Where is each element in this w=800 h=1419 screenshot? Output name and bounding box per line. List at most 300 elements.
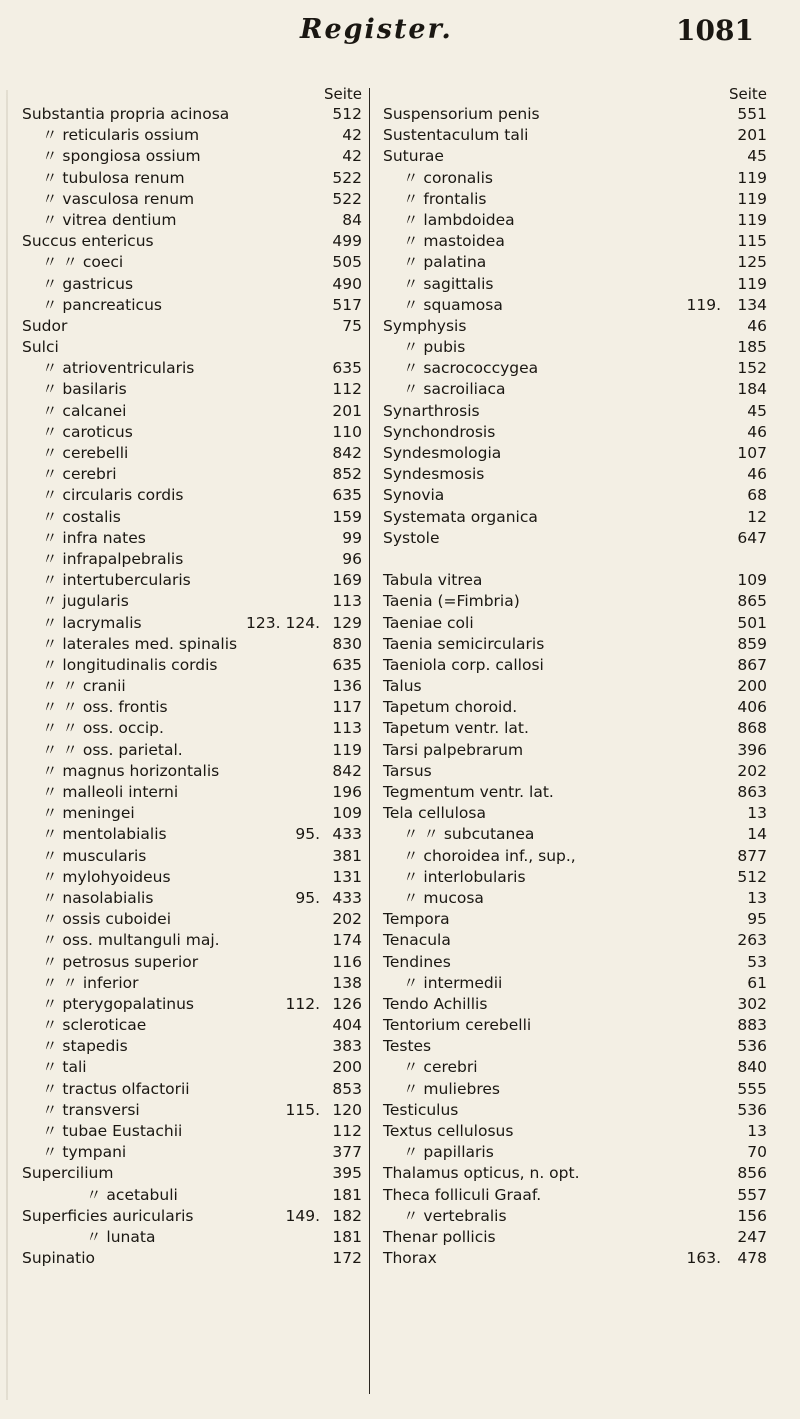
entry-page-number: 536 xyxy=(737,1037,767,1056)
entry-page-number: 12 xyxy=(747,507,767,526)
index-entry xyxy=(22,676,362,697)
index-entry xyxy=(22,125,362,146)
entry-term: Substantia propria acinosa xyxy=(22,105,230,123)
entry-page-number: 859 xyxy=(737,634,767,653)
entry-page-number: 75 xyxy=(342,316,362,335)
entry-term: Syndesmosis xyxy=(383,465,485,484)
entry-extra-pages: 95. xyxy=(295,888,320,907)
entry-term: Systole xyxy=(383,528,440,547)
entry-page-number: 635 xyxy=(332,359,362,378)
entry-page-number: 53 xyxy=(747,952,767,971)
entry-term: 〃 〃 cranii xyxy=(42,677,126,696)
entry-page-number: 512 xyxy=(332,105,362,123)
index-entry xyxy=(22,358,362,379)
entry-term: 〃 laterales med. spinalis xyxy=(42,634,238,653)
entry-page-number: 120 xyxy=(332,1100,362,1119)
entry-term: Tenacula xyxy=(383,931,451,950)
index-entry xyxy=(22,528,362,549)
index-entry xyxy=(383,761,767,782)
entry-term: 〃 infrapalpebralis xyxy=(42,549,184,568)
entry-term: 〃 〃 subcutanea xyxy=(403,825,535,844)
entry-term: Tapetum ventr. lat. xyxy=(383,719,529,738)
entry-page-number: 107 xyxy=(737,444,767,462)
index-entry xyxy=(22,973,362,994)
entry-page-number: 185 xyxy=(737,338,767,357)
entry-term: Sulci xyxy=(22,338,59,357)
entry-page-number: 196 xyxy=(332,783,362,801)
entry-page-number: 109 xyxy=(737,571,767,590)
entry-extra-pages: 149. xyxy=(285,1206,320,1225)
entry-page-number: 182 xyxy=(332,1206,362,1225)
entry-page-number: 68 xyxy=(747,486,767,505)
index-entries-right xyxy=(383,104,767,1269)
index-entry xyxy=(22,655,362,676)
index-entry xyxy=(383,634,767,655)
entry-extra-pages: 123. 124. xyxy=(246,613,320,632)
entry-term: Testiculus xyxy=(383,1100,459,1119)
index-entry xyxy=(383,379,767,400)
index-entry xyxy=(383,888,767,909)
entry-term: Tempora xyxy=(383,910,450,929)
index-entry xyxy=(22,1079,362,1100)
index-entry xyxy=(383,655,767,676)
entry-term: 〃 spongiosa ossium xyxy=(42,147,201,166)
entry-term: 〃 vitrea dentium xyxy=(42,210,177,229)
index-entry xyxy=(383,443,767,464)
entry-term: 〃 gastricus xyxy=(42,274,134,293)
entry-term: 〃 transversi xyxy=(42,1100,140,1119)
entry-term: 〃 cerebri xyxy=(42,465,117,484)
index-entry xyxy=(383,1163,767,1184)
entry-term: 〃 muliebres xyxy=(403,1079,500,1098)
index-entry xyxy=(383,930,767,951)
index-entry xyxy=(22,613,362,634)
entry-page-number: 201 xyxy=(737,126,767,145)
index-entry xyxy=(383,1248,767,1269)
index-entry xyxy=(22,952,362,973)
index-entry xyxy=(22,485,362,506)
entry-page-number: 172 xyxy=(332,1249,362,1268)
entry-page-number: 169 xyxy=(332,571,362,590)
entry-page-number: 116 xyxy=(332,952,362,971)
entry-page-number: 181 xyxy=(332,1185,362,1204)
entry-term: 〃 pancreaticus xyxy=(42,295,162,314)
entry-page-number: 522 xyxy=(332,189,362,208)
entry-page-number: 202 xyxy=(737,761,767,780)
entry-term: Tarsi palpebrarum xyxy=(383,740,524,759)
index-entry xyxy=(22,422,362,443)
index-entry xyxy=(22,401,362,422)
page-header xyxy=(0,14,800,64)
entry-term: 〃 petrosus superior xyxy=(42,952,199,971)
entry-term: 〃 〃 oss. frontis xyxy=(42,698,168,717)
index-entry xyxy=(22,231,362,252)
index-entry xyxy=(22,1206,362,1227)
entry-term: 〃 meningei xyxy=(42,804,135,823)
entry-term: 〃 coronalis xyxy=(403,168,493,187)
entry-term: 〃 scleroticae xyxy=(42,1016,147,1035)
entry-page-number: 856 xyxy=(737,1164,767,1183)
entry-term: 〃 ossis cuboidei xyxy=(42,910,172,929)
entry-term: Tarsus xyxy=(383,761,432,780)
index-entry xyxy=(383,189,767,210)
index-entry xyxy=(383,1015,767,1036)
entry-page-number: 45 xyxy=(747,401,767,420)
index-entry xyxy=(383,973,767,994)
entry-extra-pages: 95. xyxy=(295,825,320,844)
index-entry xyxy=(383,846,767,867)
entry-term: 〃 interlobularis xyxy=(403,867,526,886)
index-entry xyxy=(383,316,767,337)
index-entry xyxy=(22,994,362,1015)
entry-term: Synovia xyxy=(383,486,445,505)
entry-term: Synchondrosis xyxy=(383,422,496,441)
entry-page-number: 136 xyxy=(332,677,362,696)
entry-term: 〃 pubis xyxy=(403,338,466,357)
entry-term: 〃 frontalis xyxy=(403,189,487,208)
index-entry xyxy=(22,549,362,570)
entry-page-number: 112 xyxy=(332,1122,362,1140)
entry-term: 〃 〃 oss. parietal. xyxy=(42,740,183,759)
entry-page-number: 99 xyxy=(342,528,362,547)
index-entry xyxy=(383,740,767,761)
entry-term: Synarthrosis xyxy=(383,401,480,420)
index-entry xyxy=(22,168,362,189)
entry-page-number: 406 xyxy=(737,698,767,717)
entry-term: Symphysis xyxy=(383,316,467,335)
entry-page-number: 45 xyxy=(747,147,767,166)
entry-term: 〃 intermedii xyxy=(403,973,503,992)
column-divider xyxy=(369,88,370,1394)
entry-term: 〃 papillaris xyxy=(403,1143,494,1162)
index-entry xyxy=(383,718,767,739)
entry-term: Thalamus opticus, n. opt. xyxy=(383,1164,580,1183)
index-entry xyxy=(383,549,755,570)
entry-term: Superficies auricularis xyxy=(22,1206,194,1225)
entry-page-number: 842 xyxy=(332,444,362,462)
index-entry xyxy=(22,1100,362,1121)
index-entry xyxy=(22,337,350,358)
index-entry xyxy=(22,570,362,591)
entry-term: 〃 mylohyoideus xyxy=(42,867,171,886)
entry-page-number: 152 xyxy=(737,359,767,378)
index-entry xyxy=(22,1057,362,1078)
entry-term: Taenia semicircularis xyxy=(383,634,545,653)
index-entry xyxy=(383,422,767,443)
entry-term: Tabula vitrea xyxy=(383,571,483,590)
index-entry xyxy=(383,485,767,506)
entry-page-number: 551 xyxy=(737,105,767,123)
entry-extra-pages: 163. xyxy=(686,1249,721,1268)
index-entry xyxy=(383,570,767,591)
index-entry xyxy=(383,125,767,146)
index-entry xyxy=(383,994,767,1015)
index-entry xyxy=(22,443,362,464)
entry-term: 〃 choroidea inf., sup., xyxy=(403,846,576,865)
entry-term: 〃 malleoli interni xyxy=(42,783,179,801)
entry-page-number: 499 xyxy=(332,232,362,251)
index-entry xyxy=(22,740,362,761)
entry-term: Succus entericus xyxy=(22,232,154,251)
entry-page-number: 383 xyxy=(332,1037,362,1056)
entry-page-number: 433 xyxy=(332,888,362,907)
entry-page-number: 61 xyxy=(747,973,767,992)
entry-term: 〃 tubulosa renum xyxy=(42,168,185,187)
entry-term: 〃 sacroiliaca xyxy=(403,380,506,399)
entry-page-number: 202 xyxy=(332,910,362,929)
index-entry xyxy=(22,846,362,867)
entry-term: Textus cellulosus xyxy=(383,1122,514,1140)
entry-term: 〃 pterygopalatinus xyxy=(42,994,194,1013)
entry-term: 〃 sagittalis xyxy=(403,274,494,293)
entry-page-number: 865 xyxy=(737,592,767,611)
entry-page-number: 42 xyxy=(342,147,362,166)
entry-term: 〃 tali xyxy=(42,1058,87,1077)
entry-page-number: 134 xyxy=(737,295,767,314)
entry-page-number: 115 xyxy=(737,232,767,251)
index-entry xyxy=(22,1121,362,1142)
entry-page-number: 129 xyxy=(332,613,362,632)
entry-term: 〃 jugularis xyxy=(42,592,129,611)
entry-page-number: 84 xyxy=(342,210,362,229)
entry-page-number: 852 xyxy=(332,465,362,484)
entry-term: Supercilium xyxy=(22,1164,114,1183)
entry-term: 〃 sacrococcygea xyxy=(403,359,539,378)
entry-page-number: 433 xyxy=(332,825,362,844)
entry-page-number: 377 xyxy=(332,1143,362,1162)
entry-page-number: 13 xyxy=(747,1122,767,1140)
index-entry xyxy=(383,1206,767,1227)
index-entry xyxy=(22,591,362,612)
entry-page-number: 840 xyxy=(737,1058,767,1077)
entry-page-number: 13 xyxy=(747,888,767,907)
index-entry xyxy=(383,952,767,973)
entry-term: 〃 circularis cordis xyxy=(42,486,184,505)
entry-term: 〃 stapedis xyxy=(42,1037,128,1056)
entry-page-number: 113 xyxy=(332,592,362,611)
entry-page-number: 830 xyxy=(332,634,362,653)
entry-term: Thorax xyxy=(383,1249,437,1268)
entry-term: 〃 infra nates xyxy=(42,528,146,547)
entry-page-number: 138 xyxy=(332,973,362,992)
entry-term: 〃 mentolabialis xyxy=(42,825,167,844)
entry-page-number: 877 xyxy=(737,846,767,865)
index-entry xyxy=(383,1121,767,1142)
index-entry xyxy=(22,782,362,803)
entry-term: 〃 lacrymalis xyxy=(42,613,142,632)
index-entry xyxy=(22,379,362,400)
index-entry xyxy=(383,146,767,167)
entry-term: Testes xyxy=(383,1037,432,1056)
index-entry xyxy=(383,1100,767,1121)
entry-page-number: 14 xyxy=(747,825,767,844)
entry-term: Tendo Achillis xyxy=(383,994,488,1013)
index-entry xyxy=(22,867,362,888)
entry-page-number: 302 xyxy=(737,994,767,1013)
entry-term: 〃 nasolabialis xyxy=(42,888,154,907)
entry-page-number: 200 xyxy=(332,1058,362,1077)
entry-page-number: 868 xyxy=(737,719,767,738)
index-entry xyxy=(383,1185,767,1206)
index-entry xyxy=(383,803,767,824)
index-entry xyxy=(383,337,767,358)
index-entry xyxy=(383,867,767,888)
entry-page-number: 536 xyxy=(737,1100,767,1119)
entry-page-number: 119 xyxy=(332,740,362,759)
entry-term: Supinatio xyxy=(22,1249,95,1268)
entry-term: 〃 vertebralis xyxy=(403,1206,507,1225)
entry-page-number: 647 xyxy=(737,528,767,547)
entry-page-number: 181 xyxy=(332,1227,362,1246)
index-entry xyxy=(22,1163,362,1184)
entry-page-number: 635 xyxy=(332,655,362,674)
entry-term: Taeniola corp. callosi xyxy=(383,655,544,674)
index-entry xyxy=(383,591,767,612)
entry-term: 〃 oss. multanguli maj. xyxy=(42,931,220,950)
index-entry xyxy=(22,1015,362,1036)
index-entry xyxy=(383,824,767,845)
entry-page-number: 13 xyxy=(747,804,767,823)
index-entry xyxy=(22,104,362,125)
index-entry xyxy=(22,930,362,951)
index-entry xyxy=(22,824,362,845)
entry-term: Suspensorium penis xyxy=(383,105,540,123)
entry-term: Tapetum choroid. xyxy=(383,698,518,717)
index-entry xyxy=(383,697,767,718)
index-entry xyxy=(22,718,362,739)
index-entry xyxy=(383,782,767,803)
entry-page-number: 109 xyxy=(332,804,362,823)
entry-page-number: 46 xyxy=(747,316,767,335)
index-entry xyxy=(383,1079,767,1100)
seite-label-left: Seite xyxy=(323,85,362,103)
entry-page-number: 131 xyxy=(332,867,362,886)
entry-term: 〃 palatina xyxy=(403,253,487,272)
index-entry xyxy=(383,464,767,485)
entry-page-number: 95 xyxy=(747,910,767,929)
entry-page-number: 156 xyxy=(737,1206,767,1225)
entry-page-number: 119 xyxy=(737,274,767,293)
entry-page-number: 174 xyxy=(332,931,362,950)
index-entry xyxy=(22,464,362,485)
entry-term: 〃 〃 oss. occip. xyxy=(42,719,164,738)
entry-term: Taenia (=Fimbria) xyxy=(383,592,520,611)
index-entry xyxy=(22,274,362,295)
entry-page-number: 522 xyxy=(332,168,362,187)
index-entry xyxy=(383,613,767,634)
entry-term: 〃 lunata xyxy=(86,1227,156,1246)
entry-term: 〃 〃 inferior xyxy=(42,973,139,992)
entry-page-number: 184 xyxy=(737,380,767,399)
entry-extra-pages: 112. xyxy=(285,994,320,1013)
index-entry xyxy=(383,909,767,930)
entry-page-number: 159 xyxy=(332,507,362,526)
entry-page-number: 557 xyxy=(737,1185,767,1204)
entry-term: 〃 tympani xyxy=(42,1143,127,1162)
entry-page-number: 404 xyxy=(332,1016,362,1035)
index-entry xyxy=(22,697,362,718)
entry-page-number: 42 xyxy=(342,126,362,145)
index-entry xyxy=(383,252,767,273)
index-entry xyxy=(22,189,362,210)
entry-page-number: 512 xyxy=(737,867,767,886)
index-entry xyxy=(22,507,362,528)
running-title: Register. xyxy=(300,14,453,45)
index-entry xyxy=(383,358,767,379)
entry-term: 〃 tractus olfactorii xyxy=(42,1079,190,1098)
entry-page-number: 395 xyxy=(332,1164,362,1183)
entry-page-number: 119 xyxy=(737,189,767,208)
seite-label-right: Seite xyxy=(728,85,767,103)
entry-page-number: 396 xyxy=(737,740,767,759)
index-entry xyxy=(22,1142,362,1163)
index-entry xyxy=(22,761,362,782)
index-entry xyxy=(22,888,362,909)
entry-term: Syndesmologia xyxy=(383,444,502,462)
index-entry xyxy=(22,295,362,316)
entry-term: 〃 cerebelli xyxy=(42,444,129,462)
entry-extra-pages: 115. xyxy=(285,1100,320,1119)
entry-page-number: 505 xyxy=(332,253,362,272)
entry-page-number: 517 xyxy=(332,295,362,314)
page-edge-shadow xyxy=(6,90,8,1400)
entry-term: Tegmentum ventr. lat. xyxy=(383,783,554,801)
entry-term: 〃 atrioventricularis xyxy=(42,359,195,378)
entry-term: Systemata organica xyxy=(383,507,538,526)
entry-term: 〃 tubae Eustachii xyxy=(42,1122,183,1140)
entry-page-number: 853 xyxy=(332,1079,362,1098)
index-entry xyxy=(22,210,362,231)
index-entry xyxy=(383,1142,767,1163)
entry-page-number: 201 xyxy=(332,401,362,420)
entry-term: Tela cellulosa xyxy=(383,804,486,823)
entry-term: 〃 vasculosa renum xyxy=(42,189,195,208)
entry-page-number: 110 xyxy=(332,422,362,441)
entry-page-number: 247 xyxy=(737,1227,767,1246)
entry-term: 〃 squamosa xyxy=(403,295,503,314)
entry-term: Talus xyxy=(383,677,422,696)
entry-term: 〃 lambdoidea xyxy=(403,210,515,229)
entry-page-number: 867 xyxy=(737,655,767,674)
entry-term: 〃 costalis xyxy=(42,507,121,526)
entry-page-number: 113 xyxy=(332,719,362,738)
entry-term: 〃 〃 coeci xyxy=(42,253,124,272)
index-entry xyxy=(22,1248,362,1269)
entry-term: 〃 mastoidea xyxy=(403,232,505,251)
index-entry xyxy=(383,210,767,231)
entry-term: 〃 intertubercularis xyxy=(42,571,191,590)
entry-page-number: 119 xyxy=(737,210,767,229)
page-number: 1081 xyxy=(676,14,754,47)
entry-term: Sudor xyxy=(22,316,68,335)
index-entry xyxy=(383,528,767,549)
index-entry xyxy=(22,252,362,273)
entry-term: Theca folliculi Graaf. xyxy=(383,1185,542,1204)
index-entry xyxy=(22,1227,362,1248)
entry-term: 〃 acetabuli xyxy=(86,1185,178,1204)
entry-term: Tentorium cerebelli xyxy=(383,1016,532,1035)
entry-page-number: 126 xyxy=(332,994,362,1013)
index-entry xyxy=(22,316,362,337)
entry-term: Suturae xyxy=(383,147,444,166)
entry-page-number: 842 xyxy=(332,761,362,780)
entry-page-number: 70 xyxy=(747,1143,767,1162)
entry-page-number: 117 xyxy=(332,698,362,717)
index-entry xyxy=(383,231,767,252)
index-entry xyxy=(22,1036,362,1057)
index-entry xyxy=(383,1057,767,1078)
entry-term: Sustentaculum tali xyxy=(383,126,529,145)
